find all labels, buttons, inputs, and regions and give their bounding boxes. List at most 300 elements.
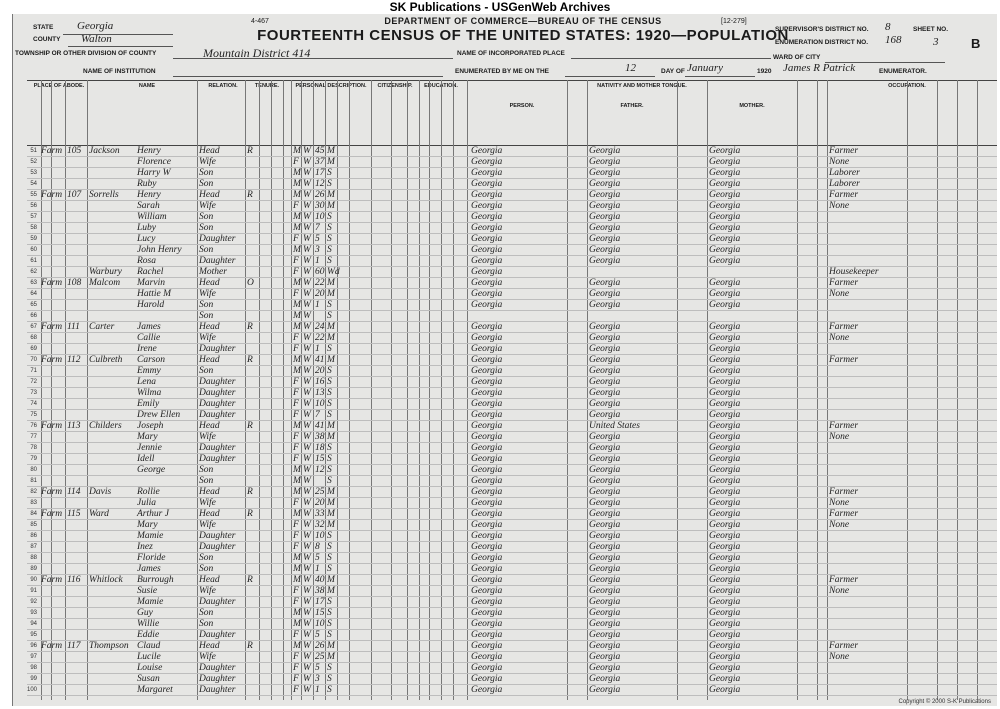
table-row bbox=[27, 443, 997, 454]
cell-age: 1 bbox=[315, 256, 320, 266]
cell-sex: F bbox=[293, 388, 299, 398]
line-number: 79 bbox=[30, 456, 37, 462]
cell-given: Mary bbox=[137, 520, 158, 530]
cell-sex: F bbox=[293, 256, 299, 266]
cell-fpob: Georgia bbox=[589, 223, 621, 233]
cell-fpob: Georgia bbox=[589, 476, 621, 486]
cell-tenure: R bbox=[247, 322, 253, 332]
cell-sex: F bbox=[293, 333, 299, 343]
cell-race: W bbox=[303, 685, 311, 695]
line-number: 67 bbox=[30, 324, 37, 330]
table-row bbox=[27, 476, 997, 487]
cell-rel: Son bbox=[199, 465, 214, 475]
cell-age: 10 bbox=[315, 619, 325, 629]
cell-mpob: Georgia bbox=[709, 465, 741, 475]
cell-dw: Farm bbox=[41, 278, 63, 288]
cell-ms: M bbox=[327, 509, 335, 519]
line-number: 68 bbox=[30, 335, 37, 341]
cell-pob: Georgia bbox=[471, 146, 503, 156]
line-number: 74 bbox=[30, 401, 37, 407]
table-row bbox=[27, 179, 997, 190]
cell-ms: S bbox=[327, 168, 332, 178]
table-row bbox=[27, 432, 997, 443]
line-number: 59 bbox=[30, 236, 37, 242]
cell-sex: F bbox=[293, 410, 299, 420]
cell-dw: Farm bbox=[41, 509, 63, 519]
section-relation: RELATION. bbox=[208, 83, 238, 89]
cell-race: W bbox=[303, 212, 311, 222]
cell-given: Irene bbox=[137, 344, 157, 354]
cell-given: Carson bbox=[137, 355, 165, 365]
cell-sex: F bbox=[293, 531, 299, 541]
cell-race: W bbox=[303, 355, 311, 365]
cell-mpob: Georgia bbox=[709, 168, 741, 178]
cell-race: W bbox=[303, 674, 311, 684]
section-occupation: OCCUPATION. bbox=[888, 83, 926, 89]
line-number: 54 bbox=[30, 181, 37, 187]
archive-banner: SK Publications - USGenWeb Archives bbox=[0, 0, 1000, 14]
table-row bbox=[27, 322, 997, 333]
census-title: FOURTEENTH CENSUS OF THE UNITED STATES: 1920—POPULATION bbox=[257, 27, 789, 44]
cell-given: Jennie bbox=[137, 443, 162, 453]
cell-mpob: Georgia bbox=[709, 300, 741, 310]
cell-sex: M bbox=[293, 575, 301, 585]
cell-race: W bbox=[303, 300, 311, 310]
cell-race: W bbox=[303, 245, 311, 255]
cell-race: W bbox=[303, 509, 311, 519]
cell-fpob: Georgia bbox=[589, 289, 621, 299]
cell-surname: Culbreth bbox=[89, 355, 123, 365]
line-number: 70 bbox=[30, 357, 37, 363]
cell-mpob: Georgia bbox=[709, 663, 741, 673]
cell-mpob: Georgia bbox=[709, 652, 741, 662]
cell-occ: Farmer bbox=[829, 146, 859, 156]
cell-ms: S bbox=[327, 410, 332, 420]
table-row bbox=[27, 564, 997, 575]
cell-ms: S bbox=[327, 619, 332, 629]
cell-age: 24 bbox=[315, 322, 325, 332]
cell-fpob: Georgia bbox=[589, 245, 621, 255]
cell-race: W bbox=[303, 575, 311, 585]
cell-occ: None bbox=[829, 157, 850, 167]
section-personal: PERSONAL DESCRIPTION. bbox=[295, 83, 367, 89]
cell-pob: Georgia bbox=[471, 278, 503, 288]
table-row bbox=[27, 355, 997, 366]
cell-given: Lucy bbox=[137, 234, 156, 244]
cell-ms: S bbox=[327, 399, 332, 409]
institution-label: NAME OF INSTITUTION bbox=[83, 68, 156, 75]
cell-fpob: Georgia bbox=[589, 663, 621, 673]
cell-occ: Laborer bbox=[829, 179, 860, 189]
cell-pob: Georgia bbox=[471, 300, 503, 310]
cell-ms: S bbox=[327, 542, 332, 552]
cell-race: W bbox=[303, 344, 311, 354]
cell-age: 16 bbox=[315, 377, 325, 387]
cell-fam: 107 bbox=[67, 190, 82, 200]
cell-mpob: Georgia bbox=[709, 487, 741, 497]
cell-age: 5 bbox=[315, 553, 320, 563]
cell-sex: F bbox=[293, 630, 299, 640]
cell-sex: F bbox=[293, 685, 299, 695]
cell-pob: Georgia bbox=[471, 388, 503, 398]
cell-mpob: Georgia bbox=[709, 201, 741, 211]
table-row bbox=[27, 333, 997, 344]
line-number: 98 bbox=[30, 665, 37, 671]
cell-pob: Georgia bbox=[471, 608, 503, 618]
cell-sex: F bbox=[293, 157, 299, 167]
enumerated-day: 12 bbox=[625, 62, 636, 74]
cell-tenure: R bbox=[247, 575, 253, 585]
cell-mpob: Georgia bbox=[709, 575, 741, 585]
cell-pob: Georgia bbox=[471, 355, 503, 365]
table-row bbox=[27, 531, 997, 542]
section-father: FATHER. bbox=[620, 103, 644, 109]
cell-ms: M bbox=[327, 652, 335, 662]
supervisor-value: 8 bbox=[885, 21, 891, 33]
cell-age: 30 bbox=[315, 201, 325, 211]
line-number: 83 bbox=[30, 500, 37, 506]
cell-mpob: Georgia bbox=[709, 212, 741, 222]
cell-dw: Farm bbox=[41, 190, 63, 200]
census-grid bbox=[27, 80, 997, 700]
cell-rel: Head bbox=[199, 641, 220, 651]
cell-mpob: Georgia bbox=[709, 223, 741, 233]
township-label: TOWNSHIP OR OTHER DIVISION OF COUNTY bbox=[15, 50, 157, 57]
cell-given: Henry bbox=[137, 190, 161, 200]
cell-sex: M bbox=[293, 223, 301, 233]
cell-race: W bbox=[303, 366, 311, 376]
cell-occ: Housekeeper bbox=[829, 267, 879, 277]
cell-sex: M bbox=[293, 322, 301, 332]
department-title: DEPARTMENT OF COMMERCE—BUREAU OF THE CENSUS bbox=[384, 16, 662, 26]
cell-age: 38 bbox=[315, 586, 325, 596]
cell-race: W bbox=[303, 234, 311, 244]
cell-pob: Georgia bbox=[471, 465, 503, 475]
cell-sex: M bbox=[293, 487, 301, 497]
line-number: 76 bbox=[30, 423, 37, 429]
cell-mpob: Georgia bbox=[709, 399, 741, 409]
cell-dw: Farm bbox=[41, 322, 63, 332]
cell-fam: 111 bbox=[67, 322, 80, 332]
cell-mpob: Georgia bbox=[709, 674, 741, 684]
cell-mpob: Georgia bbox=[709, 432, 741, 442]
cell-fam: 105 bbox=[67, 146, 82, 156]
cell-rel: Daughter bbox=[199, 630, 236, 640]
cell-race: W bbox=[303, 564, 311, 574]
county-value: Walton bbox=[81, 33, 112, 45]
cell-mpob: Georgia bbox=[709, 685, 741, 695]
line-number: 90 bbox=[30, 577, 37, 583]
cell-mpob: Georgia bbox=[709, 597, 741, 607]
line-number: 58 bbox=[30, 225, 37, 231]
cell-mpob: Georgia bbox=[709, 388, 741, 398]
cell-race: W bbox=[303, 410, 311, 420]
cell-age: 10 bbox=[315, 531, 325, 541]
sheet-header bbox=[243, 16, 803, 44]
cell-fpob: Georgia bbox=[589, 608, 621, 618]
cell-surname: Thompson bbox=[89, 641, 129, 651]
cell-rel: Head bbox=[199, 146, 220, 156]
cell-ms: M bbox=[327, 641, 335, 651]
cell-age: 22 bbox=[315, 278, 325, 288]
table-row bbox=[27, 278, 997, 289]
cell-given: Guy bbox=[137, 608, 153, 618]
cell-mpob: Georgia bbox=[709, 630, 741, 640]
cell-rel: Daughter bbox=[199, 256, 236, 266]
section-nativity: NATIVITY AND MOTHER TONGUE. bbox=[597, 83, 687, 89]
cell-fpob: Georgia bbox=[589, 531, 621, 541]
line-number: 91 bbox=[30, 588, 37, 594]
cell-dw: Farm bbox=[41, 487, 63, 497]
cell-age: 1 bbox=[315, 685, 320, 695]
cell-age: 7 bbox=[315, 223, 320, 233]
cell-mpob: Georgia bbox=[709, 146, 741, 156]
cell-fpob: Georgia bbox=[589, 278, 621, 288]
line-number: 64 bbox=[30, 291, 37, 297]
cell-mpob: Georgia bbox=[709, 608, 741, 618]
cell-fpob: Georgia bbox=[589, 487, 621, 497]
cell-fpob: Georgia bbox=[589, 322, 621, 332]
cell-fpob: Georgia bbox=[589, 498, 621, 508]
cell-pob: Georgia bbox=[471, 377, 503, 387]
cell-ms: S bbox=[327, 685, 332, 695]
cell-given: Mary bbox=[137, 432, 158, 442]
cell-pob: Georgia bbox=[471, 619, 503, 629]
cell-pob: Georgia bbox=[471, 542, 503, 552]
cell-mpob: Georgia bbox=[709, 289, 741, 299]
cell-ms: S bbox=[327, 223, 332, 233]
cell-given: Wilma bbox=[137, 388, 162, 398]
cell-pob: Georgia bbox=[471, 333, 503, 343]
cell-given: Inez bbox=[137, 542, 153, 552]
cell-rel: Daughter bbox=[199, 454, 236, 464]
cell-pob: Georgia bbox=[471, 630, 503, 640]
cell-ms: S bbox=[327, 674, 332, 684]
cell-tenure: R bbox=[247, 641, 253, 651]
cell-mpob: Georgia bbox=[709, 641, 741, 651]
cell-rel: Son bbox=[199, 223, 214, 233]
cell-sex: M bbox=[293, 366, 301, 376]
cell-mpob: Georgia bbox=[709, 498, 741, 508]
cell-pob: Georgia bbox=[471, 432, 503, 442]
cell-occ: Laborer bbox=[829, 168, 860, 178]
cell-given: Florence bbox=[137, 157, 171, 167]
cell-ms: M bbox=[327, 520, 335, 530]
line-number: 71 bbox=[30, 368, 37, 374]
cell-race: W bbox=[303, 619, 311, 629]
cell-fam: 114 bbox=[67, 487, 81, 497]
line-number: 51 bbox=[30, 148, 37, 154]
cell-pob: Georgia bbox=[471, 597, 503, 607]
line-number: 80 bbox=[30, 467, 37, 473]
cell-ms: S bbox=[327, 212, 332, 222]
cell-rel: Son bbox=[199, 179, 214, 189]
table-row bbox=[27, 619, 997, 630]
cell-race: W bbox=[303, 487, 311, 497]
cell-given: Henry bbox=[137, 146, 161, 156]
cell-given: Louise bbox=[137, 663, 163, 673]
table-row bbox=[27, 234, 997, 245]
cell-ms: S bbox=[327, 344, 332, 354]
cell-fpob: Georgia bbox=[589, 630, 621, 640]
cell-fpob: United States bbox=[589, 421, 640, 431]
cell-sex: F bbox=[293, 597, 299, 607]
cell-given: Claud bbox=[137, 641, 161, 651]
cell-mpob: Georgia bbox=[709, 454, 741, 464]
cell-rel: Son bbox=[199, 553, 214, 563]
cell-ms: S bbox=[327, 256, 332, 266]
cell-rel: Head bbox=[199, 487, 220, 497]
cell-race: W bbox=[303, 421, 311, 431]
cell-fpob: Georgia bbox=[589, 344, 621, 354]
table-row bbox=[27, 586, 997, 597]
section-place: PLACE OF ABODE. bbox=[33, 83, 85, 89]
table-row bbox=[27, 388, 997, 399]
line-number: 95 bbox=[30, 632, 37, 638]
cell-rel: Daughter bbox=[199, 344, 236, 354]
cell-sex: F bbox=[293, 542, 299, 552]
cell-ms: S bbox=[327, 476, 332, 486]
cell-rel: Wife bbox=[199, 652, 216, 662]
cell-fpob: Georgia bbox=[589, 674, 621, 684]
cell-sex: F bbox=[293, 344, 299, 354]
table-row bbox=[27, 652, 997, 663]
cell-ms: M bbox=[327, 432, 335, 442]
cell-rel: Son bbox=[199, 564, 214, 574]
cell-fpob: Georgia bbox=[589, 399, 621, 409]
table-row bbox=[27, 630, 997, 641]
cell-pob: Georgia bbox=[471, 553, 503, 563]
line-number: 62 bbox=[30, 269, 37, 275]
cell-rel: Daughter bbox=[199, 531, 236, 541]
section-tenure: TENURE. bbox=[254, 83, 280, 89]
cell-pob: Georgia bbox=[471, 674, 503, 684]
cell-age: 25 bbox=[315, 487, 325, 497]
line-number: 55 bbox=[30, 192, 37, 198]
cell-pob: Georgia bbox=[471, 443, 503, 453]
cell-surname: Davis bbox=[89, 487, 112, 497]
cell-age: 20 bbox=[315, 498, 325, 508]
cell-fam: 108 bbox=[67, 278, 82, 288]
cell-given: William bbox=[137, 212, 167, 222]
cell-given: Luby bbox=[137, 223, 156, 233]
cell-pob: Georgia bbox=[471, 663, 503, 673]
cell-race: W bbox=[303, 256, 311, 266]
cell-sex: M bbox=[293, 641, 301, 651]
cell-surname: Jackson bbox=[89, 146, 120, 156]
cell-sex: M bbox=[293, 300, 301, 310]
cell-tenure: R bbox=[247, 421, 253, 431]
cell-tenure: R bbox=[247, 487, 253, 497]
cell-age: 7 bbox=[315, 410, 320, 420]
cell-fpob: Georgia bbox=[589, 520, 621, 530]
cell-occ: Farmer bbox=[829, 575, 859, 585]
cell-given: Drew Ellen bbox=[137, 410, 181, 420]
cell-mpob: Georgia bbox=[709, 542, 741, 552]
cell-rel: Daughter bbox=[199, 663, 236, 673]
line-number: 52 bbox=[30, 159, 37, 165]
cell-rel: Daughter bbox=[199, 377, 236, 387]
cell-pob: Georgia bbox=[471, 520, 503, 530]
cell-race: W bbox=[303, 476, 311, 486]
cell-ms: S bbox=[327, 443, 332, 453]
table-row bbox=[27, 509, 997, 520]
cell-sex: F bbox=[293, 201, 299, 211]
cell-given: Willie bbox=[137, 619, 160, 629]
cell-pob: Georgia bbox=[471, 289, 503, 299]
cell-fpob: Georgia bbox=[589, 333, 621, 343]
cell-race: W bbox=[303, 597, 311, 607]
county-label: COUNTY bbox=[33, 36, 61, 43]
cell-age: 32 bbox=[315, 520, 325, 530]
cell-age: 1 bbox=[315, 300, 320, 310]
line-number: 78 bbox=[30, 445, 37, 451]
cell-mpob: Georgia bbox=[709, 157, 741, 167]
cell-fam: 112 bbox=[67, 355, 81, 365]
line-number: 92 bbox=[30, 599, 37, 605]
cell-age: 26 bbox=[315, 641, 325, 651]
cell-fpob: Georgia bbox=[589, 542, 621, 552]
cell-ms: S bbox=[327, 454, 332, 464]
cell-occ: Farmer bbox=[829, 190, 859, 200]
cell-pob: Georgia bbox=[471, 212, 503, 222]
cell-rel: Daughter bbox=[199, 542, 236, 552]
cell-ms: S bbox=[327, 630, 332, 640]
cell-race: W bbox=[303, 608, 311, 618]
cell-rel: Daughter bbox=[199, 234, 236, 244]
table-row bbox=[27, 597, 997, 608]
cell-ms: S bbox=[327, 531, 332, 541]
cell-mpob: Georgia bbox=[709, 322, 741, 332]
cell-ms: S bbox=[327, 245, 332, 255]
cell-given: Idell bbox=[137, 454, 155, 464]
state-line bbox=[63, 34, 173, 35]
cell-sex: M bbox=[293, 355, 301, 365]
table-row bbox=[27, 399, 997, 410]
cell-fpob: Georgia bbox=[589, 157, 621, 167]
cell-given: Rollie bbox=[137, 487, 160, 497]
cell-fpob: Georgia bbox=[589, 432, 621, 442]
cell-given: Rosa bbox=[137, 256, 156, 266]
cell-fpob: Georgia bbox=[589, 388, 621, 398]
cell-fpob: Georgia bbox=[589, 597, 621, 607]
table-row bbox=[27, 575, 997, 586]
cell-rel: Daughter bbox=[199, 410, 236, 420]
cell-given: Eddie bbox=[137, 630, 160, 640]
section-mother: MOTHER. bbox=[739, 103, 765, 109]
cell-rel: Wife bbox=[199, 333, 216, 343]
cell-occ: Farmer bbox=[829, 641, 859, 651]
cell-given: Sarah bbox=[137, 201, 160, 211]
cell-dw: Farm bbox=[41, 146, 63, 156]
cell-occ: Farmer bbox=[829, 487, 859, 497]
cell-mpob: Georgia bbox=[709, 531, 741, 541]
cell-mpob: Georgia bbox=[709, 619, 741, 629]
cell-fpob: Georgia bbox=[589, 553, 621, 563]
cell-fpob: Georgia bbox=[589, 509, 621, 519]
cell-dw: Farm bbox=[41, 355, 63, 365]
census-sheet bbox=[12, 14, 997, 706]
table-row bbox=[27, 421, 997, 432]
cell-fpob: Georgia bbox=[589, 366, 621, 376]
cell-pob: Georgia bbox=[471, 575, 503, 585]
cell-given: George bbox=[137, 465, 166, 475]
cell-age: 17 bbox=[315, 168, 325, 178]
cell-given: Joseph bbox=[137, 421, 164, 431]
cell-surname: Ward bbox=[89, 509, 109, 519]
cell-pob: Georgia bbox=[471, 322, 503, 332]
cell-occ: None bbox=[829, 289, 850, 299]
